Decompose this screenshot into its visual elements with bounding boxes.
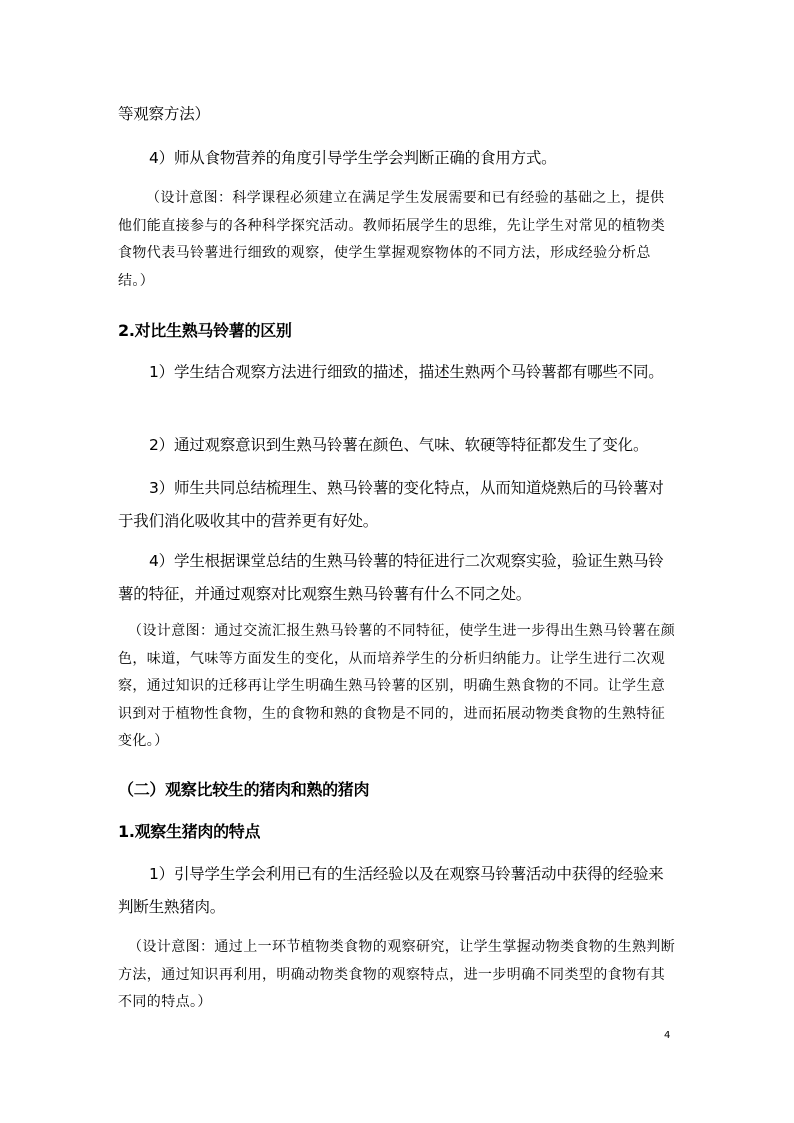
section-heading-raw-pork: 1.观察生猪肉的特点 [118,822,261,841]
paragraph-compare-step-1: 1）学生结合观察方法进行细致的描述，描述生熟两个马铃薯都有哪些不同。 [149,363,664,381]
design-intent-note-1: （设计意图：科学课程必须建立在满足学生发展需要和已有经验的基础之上，提供他们能直接参与的各种科学探究活动。教师拓展学生的思维，先让学生对常见的植物类食物代表马铃薯进行细致的观察，使学生掌握观察物体的不同方法，形成经验分析总结。） [118,190,666,289]
paragraph-compare-step-4: 4）学生根据课堂总结的生熟马铃薯的特征进行二次观察实验，验证生熟马铃薯的特征，并通过观察对比观察生熟马铃薯有什么不同之处。 [118,552,664,603]
design-intent-note-3: （设计意图：通过上一环节植物类食物的观察研究，让学生掌握动物类食物的生熟判断方法，通过知识再利用，明确动物类食物的观察特点，进一步明确不同类型的食物有其不同的特点。） [118,939,676,1010]
paragraph-continuation: 等观察方法） [118,105,210,123]
section-heading-compare-potato: 2.对比生熟马铃薯的区别 [118,321,292,340]
paragraph-compare-step-3: 3）师生共同总结梳理生、熟马铃薯的变化特点，从而知道烧熟后的马铃薯对于我们消化吸收其中的营养更有好处。 [118,479,664,530]
design-intent-note-2: （设计意图：通过交流汇报生熟马铃薯的不同特征，使学生进一步得出生熟马铃薯在颜色，味道，气味等方面发生的变化，从而培养学生的分析归纳能力。让学生进行二次观察，通过知识的迁移再让学生明确生熟马铃薯的区别，明确生熟食物的不同。让学生意识到对于植物性食物，生的食物和熟的食物是不同的，进而拓展动物类食物的生熟特征变化。） [118,623,676,749]
section-heading-pork: （二）观察比较生的猪肉和熟的猪肉 [118,780,370,799]
paragraph-step-4: 4）师从食物营养的角度引导学生学会判断正确的食用方式。 [149,149,557,167]
paragraph-pork-step-1: 1）引导学生学会利用已有的生活经验以及在观察马铃薯活动中获得的经验来判断生熟猪肉。 [118,865,664,916]
page-number: 4 [664,1030,671,1041]
paragraph-compare-step-2: 2）通过观察意识到生熟马铃薯在颜色、气味、软硬等特征都发生了变化。 [149,436,649,454]
